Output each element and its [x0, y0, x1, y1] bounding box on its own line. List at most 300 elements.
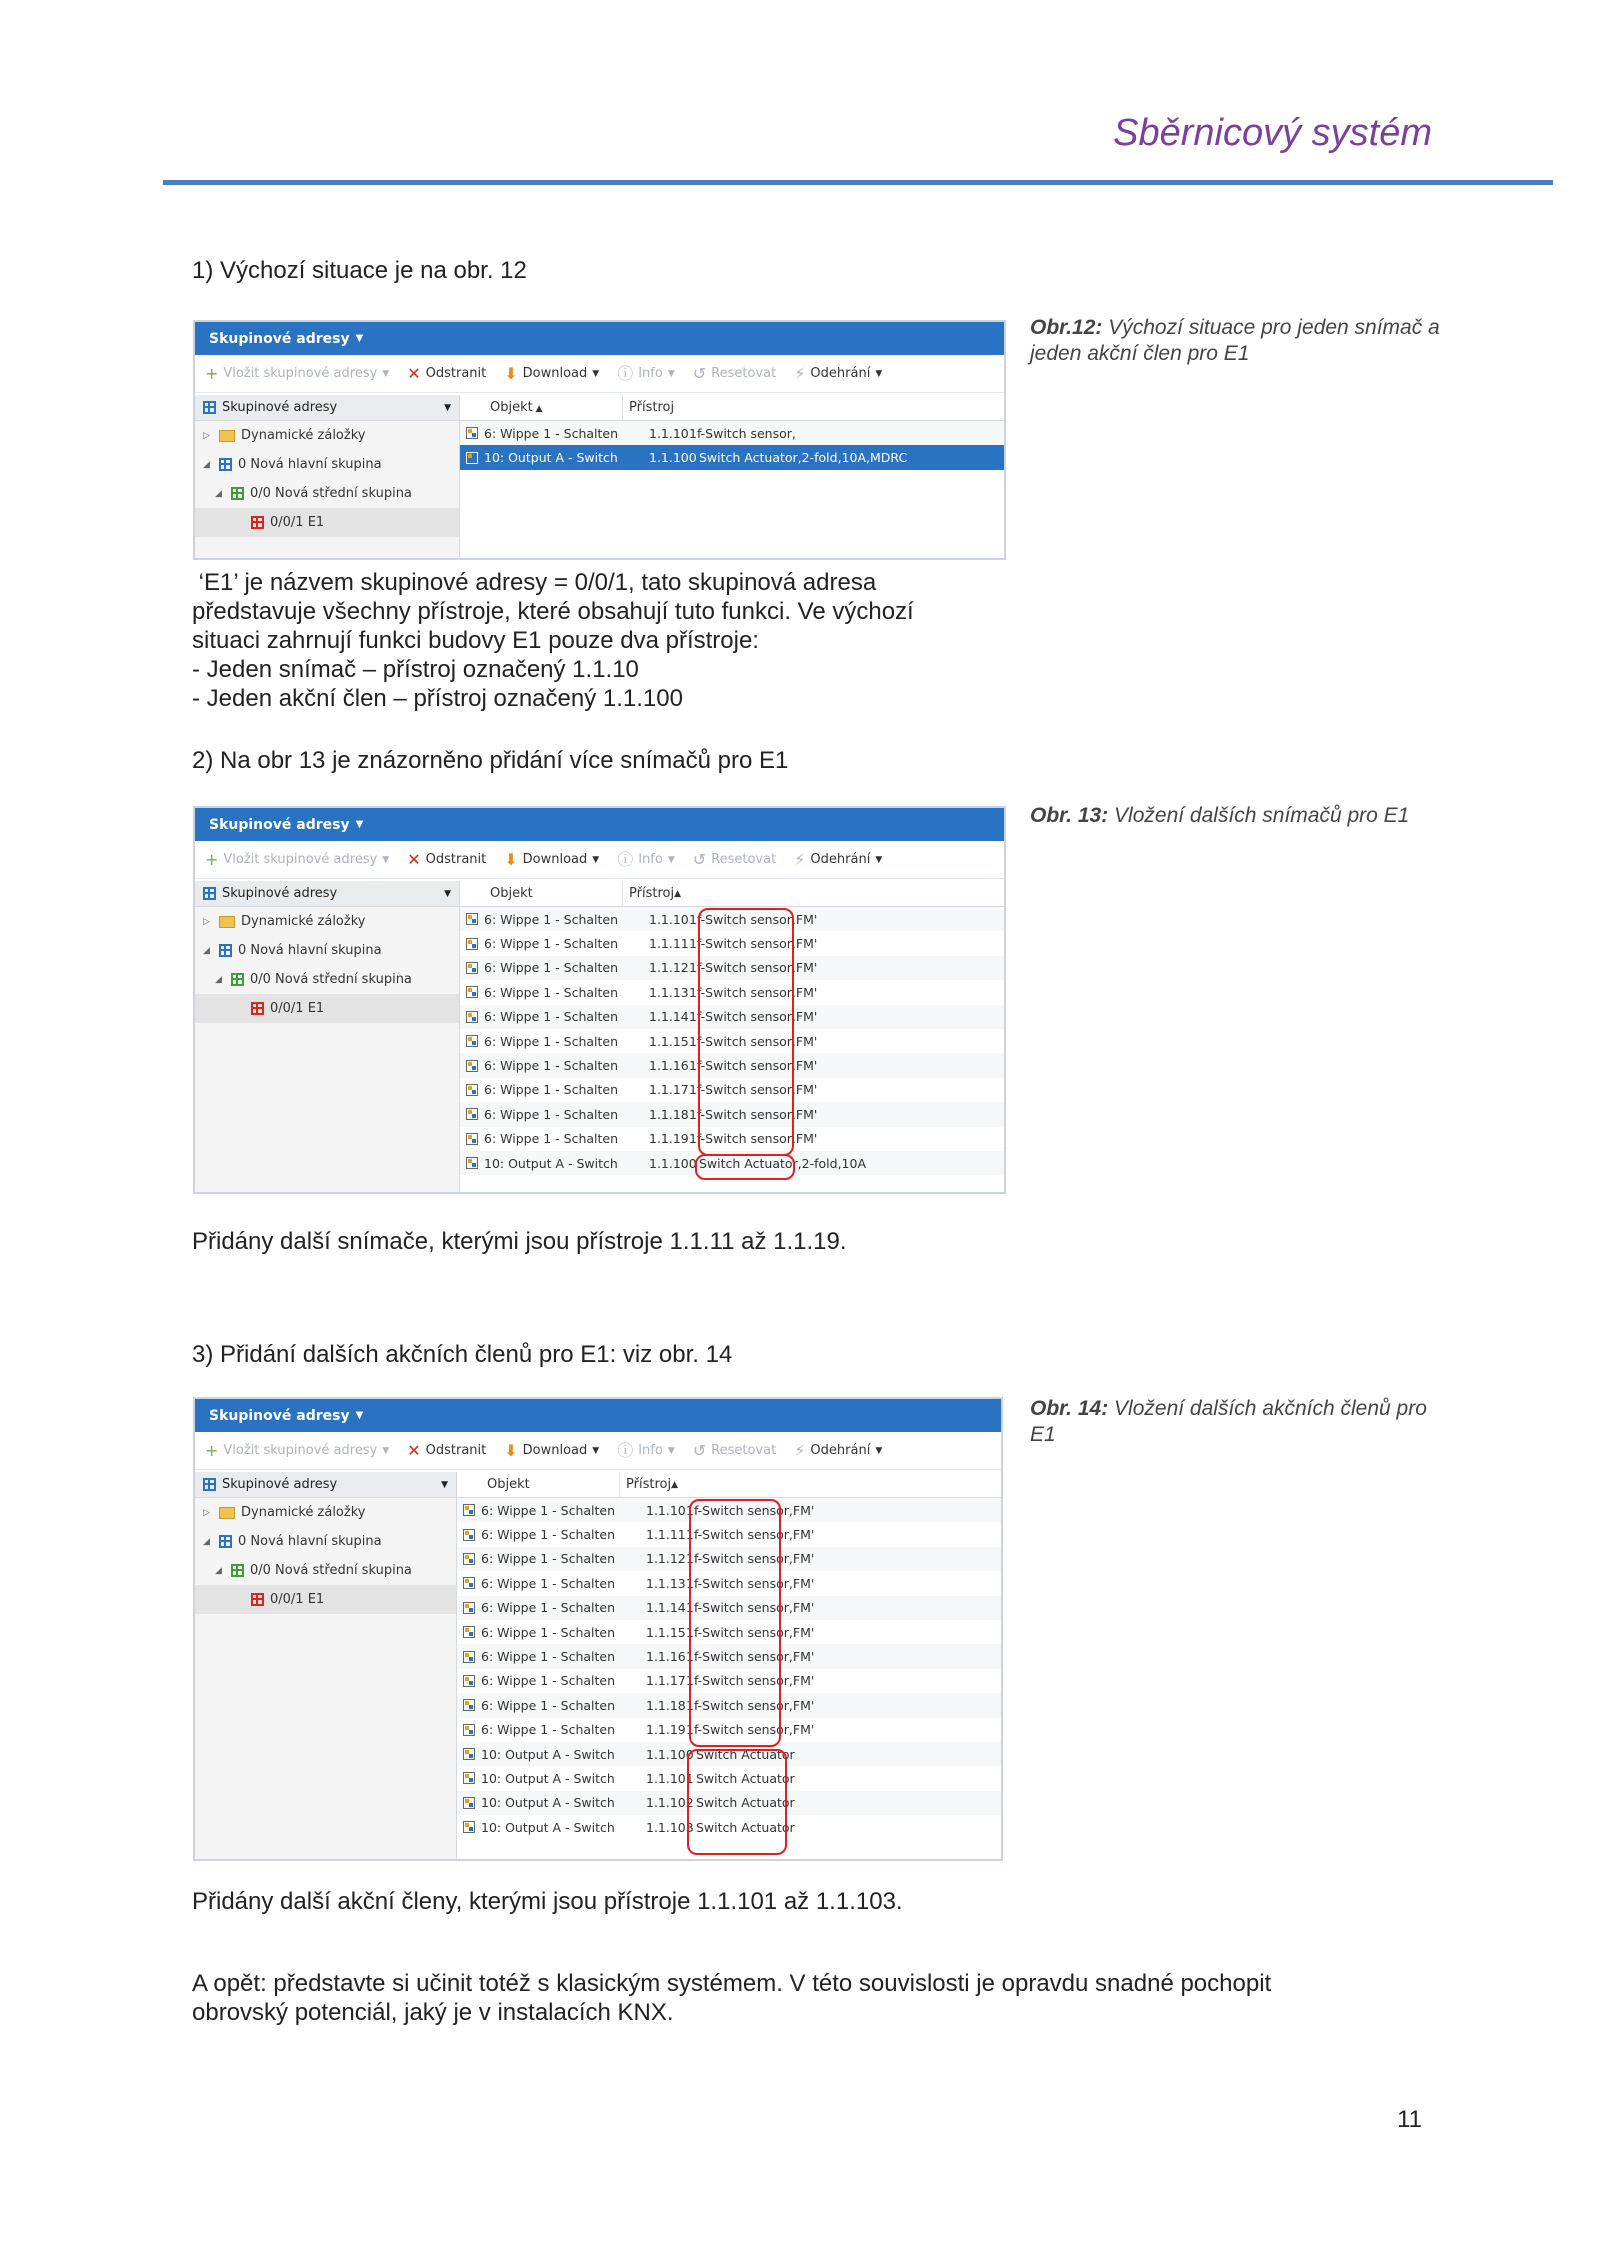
- cell-device-description: 1f-Switch sensor,FM': [686, 1624, 815, 1640]
- sort-ascending-icon: ▲: [674, 888, 681, 899]
- tree-item-group-address-e1[interactable]: [195, 1585, 456, 1614]
- folder-icon: [219, 430, 235, 442]
- chevron-down-icon: ▼: [441, 1479, 448, 1490]
- download-button[interactable]: [504, 363, 600, 383]
- column-header-device[interactable]: [622, 881, 681, 906]
- toolbar-label: Resetovat: [711, 366, 777, 381]
- paragraph-line: ‘E1’ je názvem skupinové adresy = 0/0/1, tato skupinová adresa: [192, 569, 877, 596]
- tree-header-label: Skupinové adresy: [222, 400, 338, 415]
- delete-icon: ✕: [407, 1440, 421, 1460]
- expand-toggle-icon[interactable]: ◢: [215, 488, 222, 499]
- cell-object: 6: Wippe 1 - Schalten: [484, 1082, 619, 1098]
- chevron-down-icon: ▼: [592, 1445, 600, 1456]
- info-icon: ⓘ: [617, 363, 634, 383]
- communication-object-icon: [463, 1626, 475, 1638]
- cell-device-description: 1f-Switch sensor,FM': [686, 1527, 815, 1543]
- reset-button[interactable]: [692, 363, 777, 383]
- column-label: Přístroj: [629, 886, 675, 901]
- cell-object: 6: Wippe 1 - Schalten: [484, 1058, 619, 1074]
- cell-device-description: Switch Actuator,2-fold,10A,MDRC: [699, 450, 908, 466]
- communication-object-icon: [463, 1577, 475, 1589]
- toolbar: [195, 1432, 1001, 1470]
- add-icon: +: [205, 849, 219, 869]
- group-grid-icon: [231, 1564, 244, 1577]
- column-label: Objekt: [487, 1477, 530, 1492]
- cell-object: 6: Wippe 1 - Schalten: [481, 1502, 616, 1518]
- download-button[interactable]: [504, 849, 600, 869]
- reset-icon: ↺: [692, 363, 707, 383]
- cell-device-address: 1.1.12: [649, 960, 689, 976]
- cell-device-description: 1f-Switch sensor,FM': [689, 1131, 818, 1147]
- download-icon: ⬇: [504, 363, 518, 383]
- cell-device-description: 1f-Switch sensor,FM': [686, 1649, 815, 1665]
- cell-device-address: 1.1.12: [646, 1551, 686, 1567]
- paragraph-line: - Jeden akční člen – přístroj označený 1.1.100: [192, 685, 683, 712]
- tree-header[interactable]: [195, 881, 459, 907]
- paragraph-sensors-added: Přidány další snímače, kterými jsou přístroje 1.1.11 až 1.1.19.: [192, 1228, 847, 1255]
- tree-item-label: 0/0 Nová střední skupina: [250, 486, 412, 501]
- communication-object-icon: [463, 1675, 475, 1687]
- download-icon: ⬇: [504, 1440, 518, 1460]
- chevron-down-icon: ▼: [355, 1410, 364, 1421]
- tree-item-main-group[interactable]: [195, 936, 459, 965]
- cell-device-address: 1.1.100: [649, 450, 697, 466]
- communication-object-icon: [463, 1772, 475, 1784]
- delete-icon: ✕: [407, 363, 421, 383]
- panel-title: Skupinové adresy: [209, 816, 350, 833]
- cell-object: 6: Wippe 1 - Schalten: [484, 425, 619, 441]
- tree-item-label: 0 Nová hlavní skupina: [238, 1534, 382, 1549]
- unload-button[interactable]: [794, 1440, 883, 1460]
- chevron-down-icon: ▼: [875, 854, 883, 865]
- communication-object-icon: [463, 1699, 475, 1711]
- tree-item-label: Dynamické záložky: [241, 1505, 366, 1520]
- tree-item-middle-group[interactable]: [195, 965, 459, 994]
- download-icon: ⬇: [504, 849, 518, 869]
- cell-device-address: 1.1.14: [649, 1009, 689, 1025]
- communication-object-icon: [466, 452, 478, 464]
- group-grid-icon: [231, 973, 244, 986]
- group-grid-icon: [251, 516, 264, 529]
- table-row[interactable]: [460, 421, 1004, 445]
- expand-toggle-icon[interactable]: ◢: [215, 974, 222, 985]
- unload-icon: ⚡: [794, 1440, 806, 1460]
- section-2-heading: 2) Na obr 13 je znázorněno přidání více snímačů pro E1: [192, 747, 789, 774]
- communication-object-icon: [466, 1011, 478, 1023]
- toolbar-label: Info: [638, 1443, 663, 1458]
- toolbar-label: Resetovat: [711, 1443, 777, 1458]
- column-label: Přístroj: [629, 400, 675, 415]
- cell-device-address: 1.1.14: [646, 1600, 686, 1616]
- tree-header[interactable]: [195, 395, 459, 421]
- cell-object: 6: Wippe 1 - Schalten: [481, 1624, 616, 1640]
- column-label: Objekt: [490, 886, 533, 901]
- insert-group-address-button[interactable]: [205, 1440, 390, 1460]
- tree-item-middle-group[interactable]: [195, 1556, 456, 1585]
- column-header-object[interactable]: [460, 400, 622, 415]
- expand-toggle-icon[interactable]: ▷: [203, 916, 210, 927]
- running-header-title: Sběrnicový systém: [1113, 112, 1432, 154]
- caption-text: Vložení dalších akčních členů pro E1: [1030, 1397, 1427, 1446]
- toolbar: [195, 841, 1004, 879]
- explanation-paragraph: [192, 568, 914, 713]
- group-grid-icon: [219, 1535, 232, 1548]
- paragraph-line: A opět: představte si učinit totéž s klasickým systémem. V této souvislosti je opravdu snadné pochopit: [192, 1970, 1272, 1997]
- chevron-down-icon: ▼: [382, 1445, 390, 1456]
- cell-device-description: Switch Actuator: [696, 1770, 795, 1786]
- page-number: 11: [1397, 2106, 1422, 2133]
- expand-toggle-icon[interactable]: ▷: [203, 430, 210, 441]
- chevron-down-icon: ▼: [592, 854, 600, 865]
- cell-device-description: 1f-Switch sensor,FM': [689, 1082, 818, 1098]
- cell-device-description: 1f-Switch sensor,FM': [689, 1009, 818, 1025]
- panel-title: Skupinové adresy: [209, 1407, 350, 1424]
- paragraph-actuators-added: Přidány další akční členy, kterými jsou přístroje 1.1.101 až 1.1.103.: [192, 1888, 903, 1915]
- cell-device-description: 1f-Switch sensor,FM': [686, 1551, 815, 1567]
- reset-icon: ↺: [692, 1440, 707, 1460]
- toolbar: [195, 355, 1004, 393]
- reset-button[interactable]: [692, 849, 777, 869]
- download-button[interactable]: [504, 1440, 600, 1460]
- cell-device-description: 1f-Switch sensor,: [689, 425, 796, 441]
- cell-device-address: 1.1.10: [649, 911, 689, 927]
- highlight-sensor-column: [689, 1499, 781, 1747]
- list-header: [460, 881, 1004, 907]
- cell-device-description: 1f-Switch sensor,FM': [686, 1673, 815, 1689]
- tree-pane: [195, 881, 460, 1192]
- cell-object: 6: Wippe 1 - Schalten: [481, 1673, 616, 1689]
- cell-device-description: 1f-Switch sensor,FM': [689, 960, 818, 976]
- toolbar-label: Info: [638, 852, 663, 867]
- panel-titlebar[interactable]: [195, 808, 1004, 841]
- folder-icon: [219, 916, 235, 928]
- cell-device-address: 1.1.100: [646, 1746, 694, 1762]
- cell-device-description: 1f-Switch sensor,FM': [689, 936, 818, 952]
- chevron-down-icon: ▼: [444, 402, 451, 413]
- sort-ascending-icon: ▲: [532, 404, 543, 414]
- cell-device-address: 1.1.10: [646, 1502, 686, 1518]
- ets-panel-fig12: [193, 320, 1006, 560]
- group-grid-icon: [231, 487, 244, 500]
- tree-item-label: 0 Nová hlavní skupina: [238, 943, 382, 958]
- toolbar-label: Resetovat: [711, 852, 777, 867]
- cell-device-address: 1.1.100: [649, 1155, 697, 1171]
- cell-object: 6: Wippe 1 - Schalten: [484, 960, 619, 976]
- paragraph-line: - Jeden snímač – přístroj označený 1.1.10: [192, 656, 639, 683]
- toolbar-label: Vložit skupinové adresy: [223, 852, 378, 867]
- cell-device-address: 1.1.101: [646, 1770, 694, 1786]
- cell-object: 10: Output A - Switch: [481, 1819, 615, 1835]
- insert-group-address-button[interactable]: [205, 363, 390, 383]
- caption-label: Obr. 13:: [1030, 804, 1109, 827]
- communication-object-icon: [463, 1651, 475, 1663]
- toolbar-label: Odstranit: [425, 366, 487, 381]
- caption-label: Obr. 14:: [1030, 1397, 1109, 1420]
- list-header: [457, 1472, 1001, 1498]
- column-label: Objekt: [490, 400, 533, 415]
- expand-toggle-icon[interactable]: ◢: [203, 1536, 210, 1547]
- info-button[interactable]: [617, 849, 675, 869]
- unload-icon: ⚡: [794, 363, 806, 383]
- sort-ascending-icon: ▲: [671, 1479, 678, 1490]
- cell-device-address: 1.1.19: [649, 1131, 689, 1147]
- communication-object-icon: [463, 1553, 475, 1565]
- group-grid-icon: [251, 1593, 264, 1606]
- cell-device-description: 1f-Switch sensor,FM': [689, 1033, 818, 1049]
- communication-object-icon: [463, 1504, 475, 1516]
- communication-object-icon: [466, 427, 478, 439]
- cell-device-address: 1.1.18: [649, 1106, 689, 1122]
- reset-button[interactable]: [692, 1440, 777, 1460]
- group-grid-icon: [219, 944, 232, 957]
- tree-item-dynamic-bookmarks[interactable]: [195, 907, 459, 936]
- communication-object-icon: [466, 1133, 478, 1145]
- toolbar-label: Download: [522, 852, 588, 867]
- cell-device-address: 1.1.17: [646, 1673, 686, 1689]
- cell-device-description: Switch Actuator: [696, 1795, 795, 1811]
- cell-object: 10: Output A - Switch: [481, 1770, 615, 1786]
- toolbar-label: Info: [638, 366, 663, 381]
- tree-item-group-address-e1[interactable]: [195, 508, 459, 537]
- ets-panel-fig14: [193, 1397, 1003, 1861]
- cell-device-address: 1.1.11: [649, 936, 689, 952]
- caption-fig14: [1030, 1396, 1450, 1448]
- tree-item-main-group[interactable]: [195, 1527, 456, 1556]
- chevron-down-icon: ▼: [667, 368, 675, 379]
- tree-header-label: Skupinové adresy: [222, 886, 338, 901]
- group-addresses-icon: [203, 401, 216, 414]
- header-rule: [163, 180, 1553, 185]
- section-1-heading: 1) Výchozí situace je na obr. 12: [192, 257, 527, 284]
- remove-button[interactable]: [407, 849, 487, 869]
- cell-device-description: Switch Actuator: [696, 1746, 795, 1762]
- cell-object: 6: Wippe 1 - Schalten: [481, 1551, 616, 1567]
- cell-device-description: 1f-Switch sensor,FM': [689, 911, 818, 927]
- section-3-heading: 3) Přidání dalších akčních členů pro E1: viz obr. 14: [192, 1341, 733, 1368]
- cell-device-address: 1.1.11: [646, 1527, 686, 1543]
- info-icon: ⓘ: [617, 1440, 634, 1460]
- communication-object-icon: [463, 1797, 475, 1809]
- column-label: Přístroj: [626, 1477, 672, 1492]
- cell-object: 6: Wippe 1 - Schalten: [484, 984, 619, 1000]
- add-icon: +: [205, 363, 219, 383]
- cell-object: 10: Output A - Switch: [481, 1795, 615, 1811]
- table-row[interactable]: [460, 445, 1004, 469]
- tree-item-label: Dynamické záložky: [241, 428, 366, 443]
- chevron-down-icon: ▼: [444, 888, 451, 899]
- paragraph-line: situaci zahrnují funkci budovy E1 pouze dva přístroje:: [192, 627, 759, 654]
- tree-item-middle-group[interactable]: [195, 479, 459, 508]
- insert-group-address-button[interactable]: [205, 849, 390, 869]
- tree-item-label: Dynamické záložky: [241, 914, 366, 929]
- communication-object-icon: [466, 1084, 478, 1096]
- cell-object: 6: Wippe 1 - Schalten: [484, 911, 619, 927]
- object-list: [460, 421, 1004, 470]
- highlight-actuator-column: [687, 1749, 787, 1855]
- chevron-down-icon: ▼: [382, 854, 390, 865]
- cell-device-address: 1.1.13: [649, 984, 689, 1000]
- cell-device-address: 1.1.18: [646, 1697, 686, 1713]
- cell-device-description: 1f-Switch sensor,FM': [686, 1502, 815, 1518]
- tree-item-label: 0/0/1 E1: [270, 515, 325, 530]
- column-header-device[interactable]: [619, 1472, 678, 1497]
- chevron-down-icon: ▼: [592, 368, 600, 379]
- communication-object-icon: [463, 1748, 475, 1760]
- panel-titlebar[interactable]: [195, 1399, 1001, 1432]
- cell-object: 6: Wippe 1 - Schalten: [484, 936, 619, 952]
- cell-device-address: 1.1.16: [649, 1058, 689, 1074]
- closing-paragraph: [192, 1969, 1271, 2027]
- cell-device-description: Switch Actuator: [696, 1819, 795, 1835]
- cell-device-description: 1f-Switch sensor,FM': [689, 1058, 818, 1074]
- tree-item-label: 0/0 Nová střední skupina: [250, 972, 412, 987]
- cell-device-address: 1.1.19: [646, 1722, 686, 1738]
- cell-device-description: Switch Actuator,2-fold,10A: [699, 1155, 866, 1171]
- cell-object: 6: Wippe 1 - Schalten: [484, 1009, 619, 1025]
- expand-toggle-icon[interactable]: ◢: [215, 1565, 222, 1576]
- column-header-device[interactable]: [622, 395, 674, 420]
- column-header-object[interactable]: [460, 886, 622, 901]
- toolbar-label: Vložit skupinové adresy: [223, 366, 378, 381]
- caption-text: Výchozí situace pro jeden snímač a jeden akční člen pro E1: [1030, 316, 1440, 365]
- tree-item-label: 0/0 Nová střední skupina: [250, 1563, 412, 1578]
- expand-toggle-icon[interactable]: ▷: [203, 1507, 210, 1518]
- tree-item-dynamic-bookmarks[interactable]: [195, 421, 459, 450]
- cell-object: 6: Wippe 1 - Schalten: [481, 1649, 616, 1665]
- cell-object: 6: Wippe 1 - Schalten: [481, 1527, 616, 1543]
- toolbar-label: Odehrání: [810, 1443, 871, 1458]
- info-button[interactable]: [617, 1440, 675, 1460]
- group-addresses-icon: [203, 887, 216, 900]
- group-addresses-icon: [203, 1478, 216, 1491]
- remove-button[interactable]: [407, 1440, 487, 1460]
- remove-button[interactable]: [407, 363, 487, 383]
- chevron-down-icon: ▼: [355, 819, 364, 830]
- info-icon: ⓘ: [617, 849, 634, 869]
- panel-title: Skupinové adresy: [209, 330, 350, 347]
- paragraph-line: představuje všechny přístroje, které obsahují tuto funkci. Ve výchozí: [192, 598, 914, 625]
- toolbar-label: Odehrání: [810, 366, 871, 381]
- cell-object: 6: Wippe 1 - Schalten: [484, 1106, 619, 1122]
- cell-device-address: 1.1.10: [649, 425, 689, 441]
- communication-object-icon: [466, 986, 478, 998]
- caption-label: Obr.12:: [1030, 316, 1103, 339]
- toolbar-label: Odstranit: [425, 1443, 487, 1458]
- communication-object-icon: [466, 962, 478, 974]
- communication-object-icon: [466, 1157, 478, 1169]
- chevron-down-icon: ▼: [875, 368, 883, 379]
- tree-header-label: Skupinové adresy: [222, 1477, 338, 1492]
- cell-device-address: 1.1.15: [646, 1624, 686, 1640]
- tree-header[interactable]: [195, 1472, 456, 1498]
- highlight-actuator-cell: [695, 1154, 795, 1180]
- cell-object: 6: Wippe 1 - Schalten: [481, 1697, 616, 1713]
- communication-object-icon: [463, 1821, 475, 1833]
- group-grid-icon: [219, 458, 232, 471]
- communication-object-icon: [463, 1602, 475, 1614]
- toolbar-label: Odstranit: [425, 852, 487, 867]
- toolbar-label: Vložit skupinové adresy: [223, 1443, 378, 1458]
- communication-object-icon: [463, 1724, 475, 1736]
- cell-device-description: 1f-Switch sensor,FM': [689, 984, 818, 1000]
- toolbar-label: Odehrání: [810, 852, 871, 867]
- cell-device-address: 1.1.13: [646, 1575, 686, 1591]
- chevron-down-icon: ▼: [667, 1445, 675, 1456]
- list-header: [460, 395, 1004, 421]
- reset-icon: ↺: [692, 849, 707, 869]
- communication-object-icon: [466, 913, 478, 925]
- cell-device-address: 1.1.16: [646, 1649, 686, 1665]
- highlight-sensor-column: [698, 908, 794, 1156]
- cell-device-address: 1.1.103: [646, 1819, 694, 1835]
- communication-object-icon: [466, 938, 478, 950]
- paragraph-line: obrovský potenciál, jaký je v instalacích KNX.: [192, 1999, 674, 2026]
- caption-fig13: [1030, 803, 1450, 829]
- toolbar-label: Download: [522, 366, 588, 381]
- info-button[interactable]: [617, 363, 675, 383]
- chevron-down-icon: ▼: [355, 333, 364, 344]
- group-grid-icon: [251, 1002, 264, 1015]
- tree-item-label: 0/0/1 E1: [270, 1001, 325, 1016]
- tree-item-main-group[interactable]: [195, 450, 459, 479]
- cell-object: 6: Wippe 1 - Schalten: [484, 1131, 619, 1147]
- object-list-pane: [460, 395, 1004, 558]
- communication-object-icon: [466, 1060, 478, 1072]
- tree-item-label: 0 Nová hlavní skupina: [238, 457, 382, 472]
- delete-icon: ✕: [407, 849, 421, 869]
- unload-button[interactable]: [794, 363, 883, 383]
- unload-button[interactable]: [794, 849, 883, 869]
- panel-titlebar[interactable]: [195, 322, 1004, 355]
- expand-toggle-icon[interactable]: ◢: [203, 459, 210, 470]
- cell-device-description: 1f-Switch sensor,FM': [689, 1106, 818, 1122]
- cell-device-description: 1f-Switch sensor,FM': [686, 1575, 815, 1591]
- cell-object: 10: Output A - Switch: [481, 1746, 615, 1762]
- toolbar-label: Download: [522, 1443, 588, 1458]
- communication-object-icon: [463, 1529, 475, 1541]
- cell-device-description: 1f-Switch sensor,FM': [686, 1600, 815, 1616]
- ets-panel-fig13: [193, 806, 1006, 1194]
- cell-device-address: 1.1.15: [649, 1033, 689, 1049]
- tree-pane: [195, 1472, 457, 1859]
- caption-text: Vložení dalších snímačů pro E1: [1108, 804, 1410, 827]
- column-header-object[interactable]: [457, 1477, 619, 1492]
- add-icon: +: [205, 1440, 219, 1460]
- cell-object: 10: Output A - Switch: [484, 1155, 618, 1171]
- cell-object: 6: Wippe 1 - Schalten: [481, 1575, 616, 1591]
- communication-object-icon: [466, 1108, 478, 1120]
- cell-object: 6: Wippe 1 - Schalten: [481, 1600, 616, 1616]
- chevron-down-icon: ▼: [667, 854, 675, 865]
- cell-device-address: 1.1.17: [649, 1082, 689, 1098]
- unload-icon: ⚡: [794, 849, 806, 869]
- tree-item-label: 0/0/1 E1: [270, 1592, 325, 1607]
- tree-item-group-address-e1[interactable]: [195, 994, 459, 1023]
- cell-device-description: 1f-Switch sensor,FM': [686, 1722, 815, 1738]
- caption-fig12: [1030, 315, 1450, 367]
- folder-icon: [219, 1507, 235, 1519]
- cell-device-description: 1f-Switch sensor,FM': [686, 1697, 815, 1713]
- chevron-down-icon: ▼: [382, 368, 390, 379]
- expand-toggle-icon[interactable]: ◢: [203, 945, 210, 956]
- communication-object-icon: [466, 1035, 478, 1047]
- cell-device-address: 1.1.102: [646, 1795, 694, 1811]
- cell-object: 10: Output A - Switch: [484, 450, 618, 466]
- chevron-down-icon: ▼: [875, 1445, 883, 1456]
- cell-object: 6: Wippe 1 - Schalten: [484, 1033, 619, 1049]
- tree-item-dynamic-bookmarks[interactable]: [195, 1498, 456, 1527]
- cell-object: 6: Wippe 1 - Schalten: [481, 1722, 616, 1738]
